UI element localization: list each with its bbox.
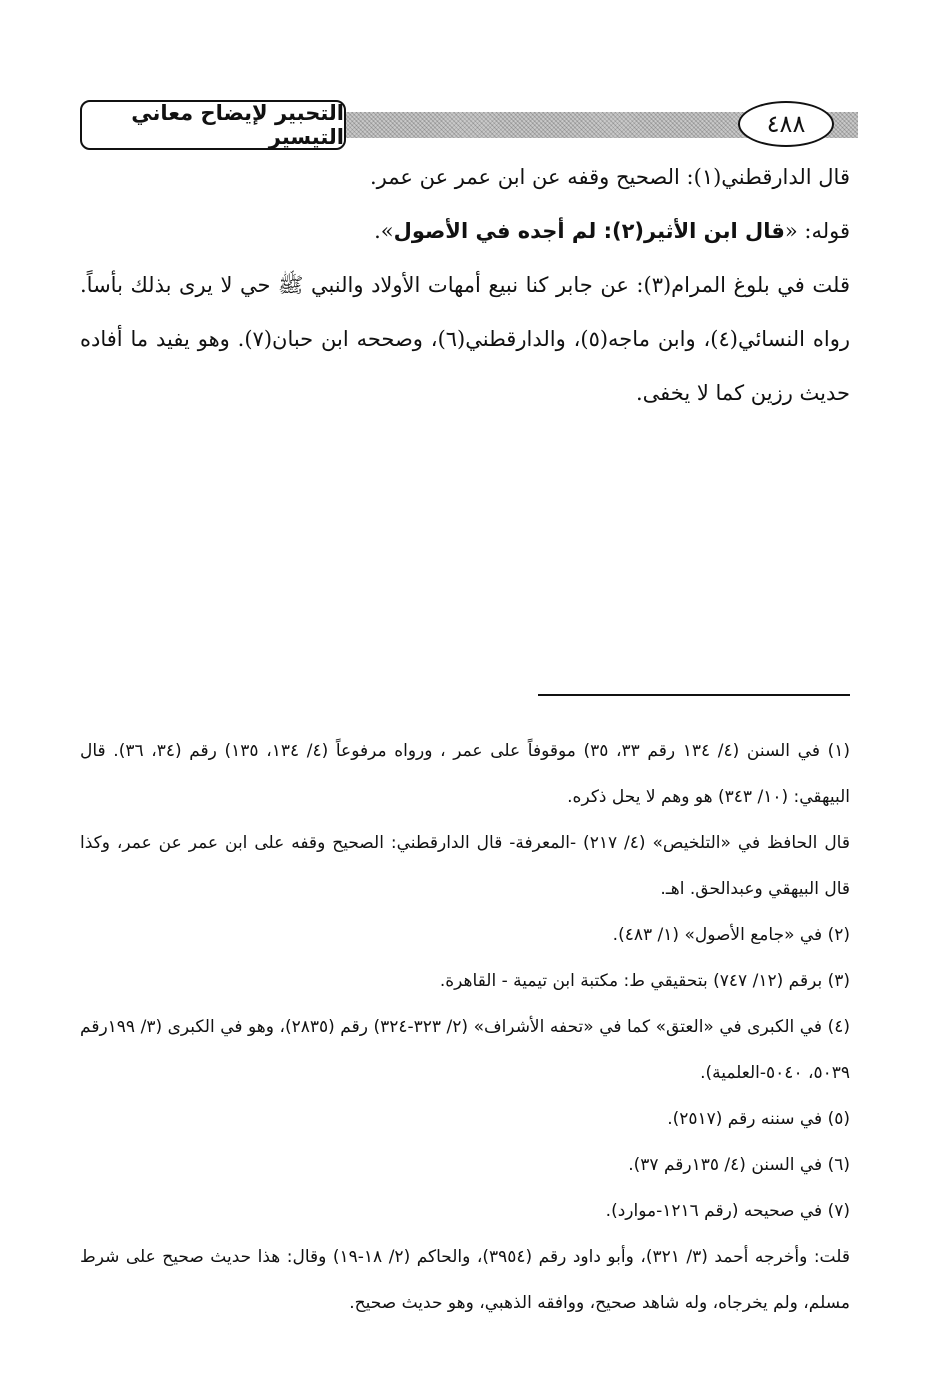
page-header bbox=[80, 96, 858, 156]
main-paragraph: قلت في بلوغ المرام(٣): عن جابر كنا نبيع أمهات الأولاد والنبي ﷺ حي لا يرى بذلك بأساً. رواه النسائي(٤)، وابن ماجه(٥)، والدارقطني(٦)، وصححه ابن حبان(٧). وهو يفيد ما أفاده حديث رزين كما لا يخفى. bbox=[80, 273, 850, 405]
main-line-2-suffix: ». bbox=[374, 219, 394, 243]
footnote-1-continued: قال الحافظ في «التلخيص» (٤/ ٢١٧) -المعرفة- قال الدارقطني: الصحيح وقفه على ابن عمر عن عمر، وكذا قال البيهقي وعبدالحق. اهـ. bbox=[80, 833, 850, 899]
footnote-2: (٢) في «جامع الأصول» (١/ ٤٨٣). bbox=[612, 925, 850, 945]
page-number: ٤٨٨ bbox=[738, 101, 834, 147]
footnote-4: (٤) في الكبرى في «العتق» كما في «تحفه الأشراف» (٢/ ٣٢٣-٣٢٤) رقم (٢٨٣٥)، وهو في الكبرى (٣/ ١٩٩رقم ٥٠٣٩، ٥٠٤٠-العلمية). bbox=[80, 1017, 850, 1083]
footnote-7: (٧) في صحيحه (رقم ١٢١٦-موارد). bbox=[605, 1201, 850, 1221]
book-title: التحبير لإيضاح معاني التيسير bbox=[80, 100, 346, 150]
footnote-7-continued: قلت: وأخرجه أحمد (٣/ ٣٢١)، وأبو داود رقم (٣٩٥٤)، والحاكم (٢/ ١٨-١٩) وقال: هذا حديث صحيح على شرط مسلم، ولم يخرجاه، وله شاهد صحيح، ووافقه الذهبي، وهو حديث صحيح. bbox=[80, 1247, 850, 1313]
main-line-2 bbox=[80, 204, 850, 258]
main-line-1: قال الدارقطني(١): الصحيح وقفه عن ابن عمر عن عمر. bbox=[369, 165, 850, 189]
main-line-2-prefix: قوله: « bbox=[784, 219, 850, 243]
footnote-5: (٥) في سننه رقم (٢٥١٧). bbox=[667, 1109, 850, 1129]
footnote-6: (٦) في السنن (٤/ ١٣٥رقم ٣٧). bbox=[628, 1155, 850, 1175]
main-line-2-bold: قال ابن الأثير(٢): لم أجده في الأصول bbox=[393, 219, 785, 243]
footnote-separator bbox=[538, 694, 850, 696]
main-text bbox=[80, 150, 850, 420]
footnote-1: (١) في السنن (٤/ ١٣٤ رقم ٣٣، ٣٥) موقوفاً على عمر ، ورواه مرفوعاً (٤/ ١٣٤، ١٣٥) رقم (٣٤، ٣٦). قال البيهقي: (١٠/ ٣٤٣) هو وهم لا يحل ذكره. bbox=[80, 741, 850, 807]
footnote-3: (٣) برقم (١٢/ ٧٤٧) بتحقيقي ط: مكتبة ابن تيمية - القاهرة. bbox=[439, 971, 850, 991]
footnotes bbox=[80, 728, 850, 1326]
